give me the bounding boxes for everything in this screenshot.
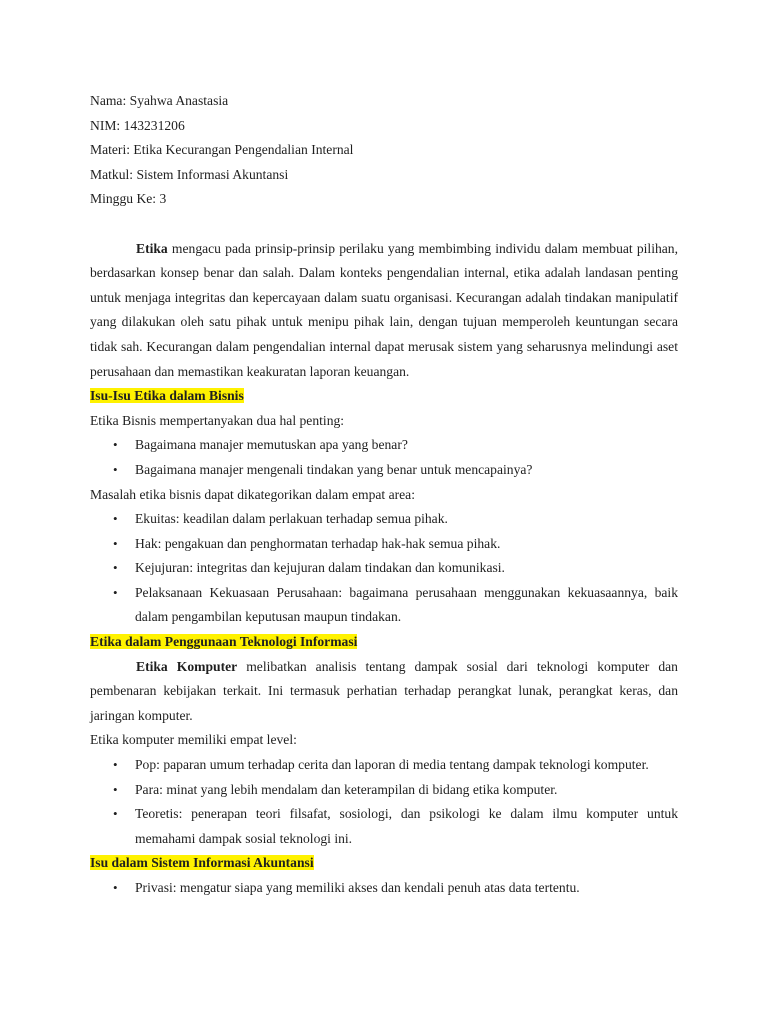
list-item: • Pelaksanaan Kekuasaan Perusahaan: bagaimana perusahaan menggunakan kekuasaannya, baik dalam pengambilan keputusan maupun tindakan. — [90, 581, 678, 630]
section2-lead: Etika komputer memiliki empat level: — [90, 732, 297, 748]
bullet-icon: • — [113, 535, 118, 551]
bullet-icon: • — [113, 461, 118, 477]
bullet-icon: • — [113, 560, 118, 576]
section2-paragraph — [90, 655, 678, 729]
section2-level-list — [90, 753, 678, 851]
list-item: • Teoretis: penerapan teori filsafat, sosiologi, dan psikologi ke dalam ilmu komputer untuk memahami dampak sosial teknologi ini. — [90, 802, 678, 851]
course-name: Matkul: Sistem Informasi Akuntansi — [90, 166, 289, 182]
subject-material: Materi: Etika Kecurangan Pengendalian Internal — [90, 142, 354, 158]
intro-text: mengacu pada prinsip-prinsip perilaku yang membimbing individu dalam membuat pilihan, berdasarkan konsep benar dan salah. Dalam konteks pengendalian internal, etika adalah landasan penting untuk menjaga integritas dan kepercayaan dalam suatu organisasi. Kecurangan adalah tindakan manipulatif yang dilakukan oleh satu pihak untuk menipu pihak lain, dengan tujuan memperoleh keuntungan secara tidak sah. Kecurangan dalam pengendalian internal dapat merusak sistem yang seharusnya melindungi aset perusahaan dan memastikan keakuratan laporan keuangan. — [90, 240, 678, 379]
student-id: NIM: 143231206 — [90, 117, 185, 133]
section1-area-list — [90, 507, 678, 630]
bullet-icon: • — [113, 757, 118, 773]
intro-paragraph — [90, 237, 678, 385]
section-heading-ais-issues: Isu dalam Sistem Informasi Akuntansi — [90, 855, 314, 871]
list-item: • Pop: paparan umum terhadap cerita dan laporan di media tentang dampak teknologi komputer. — [90, 753, 678, 778]
list-item: • Privasi: mengatur siapa yang memiliki akses dan kendali penuh atas data tertentu. — [90, 876, 678, 901]
intro-term: Etika — [136, 240, 168, 256]
bullet-icon: • — [113, 806, 118, 822]
week-number: Minggu Ke: 3 — [90, 191, 167, 207]
bullet-icon: • — [113, 584, 118, 600]
student-name: Nama: Syahwa Anastasia — [90, 93, 229, 108]
section1-lead: Etika Bisnis mempertanyakan dua hal penting: — [90, 412, 345, 428]
list-item: • Ekuitas: keadilan dalam perlakuan terhadap semua pihak. — [90, 507, 678, 532]
list-item: • Para: minat yang lebih mendalam dan keterampilan di bidang etika komputer. — [90, 778, 678, 803]
document-page — [90, 89, 678, 901]
section1-lead2: Masalah etika bisnis dapat dikategorikan dalam empat area: — [90, 486, 415, 502]
bullet-icon: • — [113, 781, 118, 797]
section2-text: melibatkan analisis tentang dampak sosial dari teknologi komputer dan pembenaran kebijakan terkait. Ini termasuk perhatian terhadap perangkat lunak, perangkat keras, dan jaringan komputer. — [90, 658, 678, 723]
bullet-icon: • — [113, 437, 118, 453]
list-item: • Kejujuran: integritas dan kejujuran dalam tindakan dan komunikasi. — [90, 556, 678, 581]
section2-term: Etika Komputer — [136, 658, 238, 674]
list-item: • Hak: pengakuan dan penghormatan terhadap hak-hak semua pihak. — [90, 532, 678, 557]
bullet-icon: • — [113, 880, 118, 895]
list-item: • Bagaimana manajer mengenali tindakan yang benar untuk mencapainya? — [90, 458, 678, 483]
section-heading-business-ethics: Isu-Isu Etika dalam Bisnis — [90, 388, 244, 404]
bullet-icon: • — [113, 511, 118, 527]
section-heading-it-ethics: Etika dalam Penggunaan Teknologi Informasi — [90, 634, 358, 650]
section3-issue-list — [90, 876, 678, 901]
list-item: • Bagaimana manajer memutuskan apa yang benar? — [90, 433, 678, 458]
spacer — [90, 212, 678, 237]
section1-question-list — [90, 433, 678, 482]
